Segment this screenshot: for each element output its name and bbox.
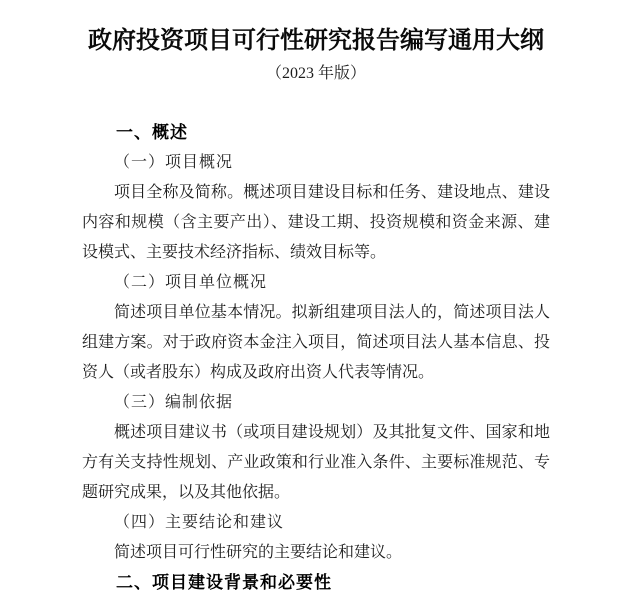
paragraph-compilation-basis: 概述项目建议书（或项目建设规划）及其批复文件、国家和地方有关支持性规划、产业政策和行业准入条件、主要标准规范、专题研究成果，以及其他依据。 bbox=[82, 424, 550, 501]
subsection-heading-project-overview: （一）项目概况 bbox=[114, 154, 234, 171]
paragraph-main-conclusions: 简述项目可行性研究的主要结论和建议。 bbox=[114, 544, 403, 561]
paragraph-project-unit-overview: 简述项目单位基本情况。拟新组建项目法人的，简述项目法人组建方案。对于政府资本金注入项目，简述项目法人基本信息、投资人（或者股东）构成及政府出资人代表等情况。 bbox=[82, 304, 550, 381]
document-title: 政府投资项目可行性研究报告编写通用大纲 bbox=[88, 28, 544, 54]
subsection-heading-project-unit-overview: （二）项目单位概况 bbox=[114, 274, 268, 291]
chapter-heading-background-necessity: 二、项目建设背景和必要性 bbox=[116, 573, 332, 592]
paragraph-project-overview: 项目全称及简称。概述项目建设目标和任务、建设地点、建设内容和规模（含主要产出）、建设工期、投资规模和资金来源、建设模式、主要技术经济指标、绩效目标等。 bbox=[82, 184, 550, 261]
document-subtitle: （2023 年版） bbox=[265, 65, 366, 82]
document-body bbox=[82, 118, 550, 592]
subsection-heading-compilation-basis: （三）编制依据 bbox=[114, 394, 234, 411]
chapter-heading-overview: 一、概述 bbox=[116, 123, 188, 142]
subsection-heading-main-conclusions: （四）主要结论和建议 bbox=[114, 514, 285, 531]
